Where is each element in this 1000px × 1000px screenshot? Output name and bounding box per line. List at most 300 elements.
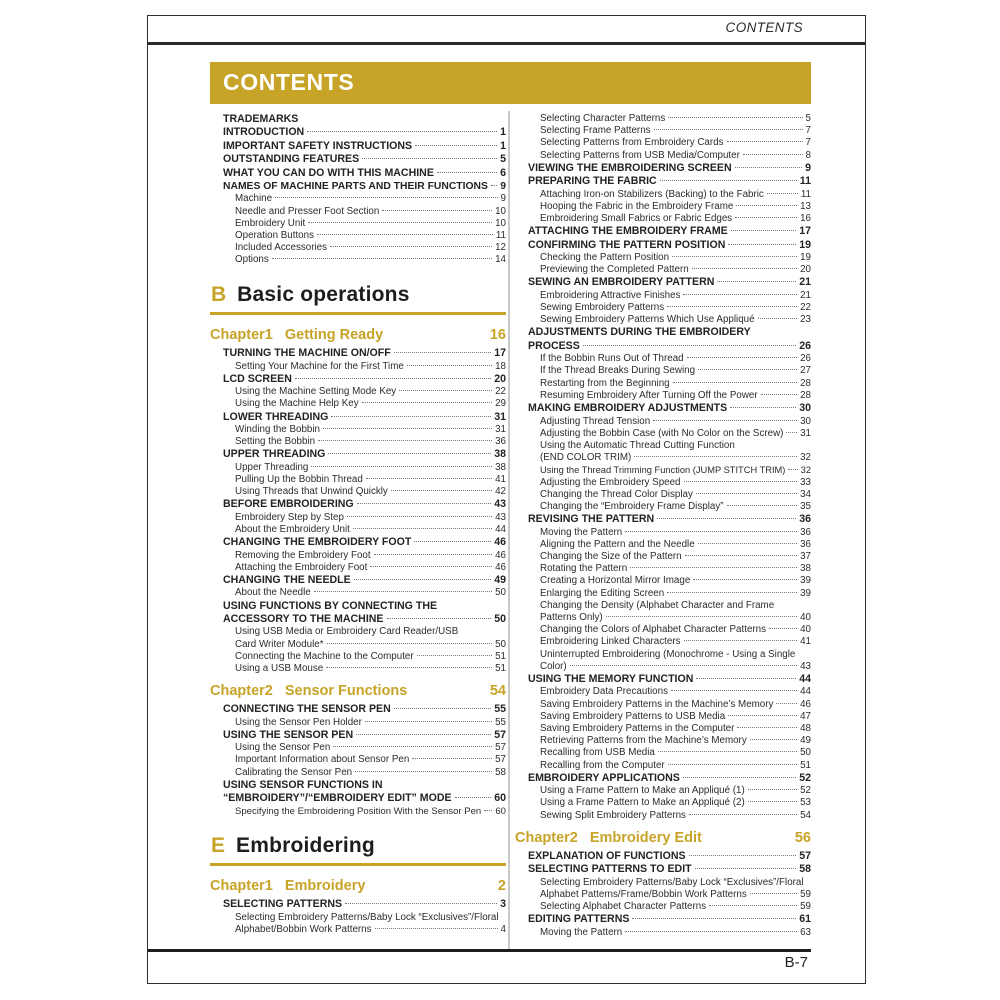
dot-leader bbox=[672, 256, 797, 257]
dot-leader bbox=[667, 592, 797, 593]
dot-leader bbox=[761, 394, 797, 395]
entry-title: Adjusting Thread Tension bbox=[540, 415, 651, 427]
entry-page: 19 bbox=[799, 238, 811, 251]
toc-entry bbox=[515, 686, 811, 698]
section-heading-row bbox=[210, 834, 506, 858]
dot-leader bbox=[728, 715, 797, 716]
dot-leader bbox=[327, 643, 493, 644]
entry-title: BEFORE EMBROIDERING bbox=[223, 498, 354, 511]
dot-leader bbox=[728, 244, 796, 245]
entry-title: IMPORTANT SAFETY INSTRUCTIONS bbox=[223, 139, 413, 152]
dot-leader bbox=[654, 129, 803, 130]
entry-title: Changing the Density (Alphabet Character and Frame bbox=[540, 599, 775, 611]
entry-title: Saving Embroidery Patterns in the Computer bbox=[540, 722, 735, 734]
column-divider bbox=[508, 111, 510, 949]
toc-line bbox=[223, 536, 506, 549]
entry-title: ATTACHING THE EMBROIDERY FRAME bbox=[528, 225, 728, 238]
entry-page: 9 bbox=[500, 193, 506, 205]
toc-entry bbox=[515, 464, 811, 476]
toc-entry bbox=[515, 264, 811, 276]
entry-title: Patterns Only) bbox=[540, 611, 603, 623]
toc-line bbox=[540, 125, 811, 137]
dot-leader bbox=[685, 555, 797, 556]
entry-page: 44 bbox=[800, 686, 811, 698]
toc-entry bbox=[515, 735, 811, 747]
entry-page: 9 bbox=[805, 161, 811, 174]
toc-line bbox=[223, 373, 506, 386]
entry-title: EXPLANATION OF FUNCTIONS bbox=[528, 849, 686, 862]
dot-leader bbox=[357, 503, 492, 504]
toc-line bbox=[540, 489, 811, 501]
toc-line bbox=[540, 612, 811, 624]
toc-line bbox=[540, 290, 811, 302]
toc-entry bbox=[210, 230, 506, 242]
dot-leader bbox=[394, 708, 491, 709]
toc-line bbox=[528, 850, 811, 863]
entry-page: 26 bbox=[800, 353, 811, 365]
toc-line bbox=[235, 242, 506, 254]
toc-line bbox=[540, 588, 811, 600]
toc-entry bbox=[210, 754, 506, 766]
toc-line bbox=[235, 361, 506, 373]
toc-line bbox=[235, 462, 506, 474]
toc-line bbox=[540, 527, 811, 539]
toc-entry bbox=[210, 562, 506, 574]
entry-title: Embroidery Data Precautions bbox=[540, 686, 668, 698]
toc-line bbox=[235, 717, 506, 729]
entry-title: Hooping the Fabric in the Embroidery Frame bbox=[540, 200, 734, 212]
entry-title: SEWING AN EMBROIDERY PATTERN bbox=[528, 276, 715, 289]
entry-page: 27 bbox=[800, 365, 811, 377]
dot-leader bbox=[758, 318, 798, 319]
toc-entry bbox=[515, 201, 811, 213]
toc-line bbox=[540, 428, 811, 440]
toc-line bbox=[540, 699, 811, 711]
toc-line bbox=[528, 162, 811, 175]
entry-page: 38 bbox=[495, 461, 506, 473]
toc-line bbox=[528, 513, 811, 526]
dot-leader bbox=[355, 771, 492, 772]
entry-title: Saving Embroidery Patterns to USB Media bbox=[540, 710, 726, 722]
toc-entry bbox=[210, 424, 506, 436]
dot-leader bbox=[689, 855, 797, 856]
toc-line bbox=[540, 563, 811, 575]
toc-line bbox=[540, 636, 811, 648]
dot-leader bbox=[748, 801, 797, 802]
dot-leader bbox=[314, 591, 492, 592]
entry-page: 17 bbox=[494, 347, 506, 360]
entry-title: Important Information about Sensor Pen bbox=[235, 754, 410, 766]
toc-entry bbox=[515, 575, 811, 587]
entry-page: 61 bbox=[799, 913, 811, 926]
entry-title: CONFIRMING THE PATTERN POSITION bbox=[528, 238, 726, 251]
toc-line bbox=[235, 924, 506, 936]
entry-title: MAKING EMBROIDERY ADJUSTMENTS bbox=[528, 402, 728, 415]
entry-title: LCD SCREEN bbox=[223, 372, 292, 385]
entry-page: 48 bbox=[800, 722, 811, 734]
toc-line bbox=[223, 792, 506, 805]
running-header: CONTENTS bbox=[725, 20, 803, 35]
entry-title: Using Threads that Unwind Quickly bbox=[235, 486, 388, 498]
entry-page: 26 bbox=[799, 339, 811, 352]
footer-rule bbox=[148, 949, 811, 952]
entry-title: Attaching the Embroidery Foot bbox=[235, 561, 368, 573]
dot-leader bbox=[362, 158, 497, 159]
dot-leader bbox=[668, 764, 797, 765]
entry-title: Machine bbox=[235, 193, 273, 205]
toc-entry bbox=[210, 218, 506, 230]
toc-line bbox=[540, 711, 811, 723]
entry-title: Calibrating the Sensor Pen bbox=[235, 766, 353, 778]
entry-page: 36 bbox=[800, 526, 811, 538]
toc-entry bbox=[515, 711, 811, 723]
toc-entry bbox=[515, 772, 811, 785]
toc-line bbox=[223, 180, 506, 193]
toc-entry bbox=[210, 912, 506, 936]
toc-entry bbox=[515, 673, 811, 686]
dot-leader bbox=[709, 905, 797, 906]
toc-line bbox=[235, 398, 506, 410]
entry-title: Changing the Colors of Alphabet Character Patterns bbox=[540, 624, 767, 636]
toc-entry bbox=[515, 785, 811, 797]
toc-line bbox=[235, 550, 506, 562]
entry-title: ACCESSORY TO THE MACHINE bbox=[223, 613, 384, 626]
dot-leader bbox=[345, 903, 497, 904]
toc-line bbox=[223, 613, 506, 626]
toc-entry bbox=[515, 863, 811, 876]
entry-title: USING THE MEMORY FUNCTION bbox=[528, 672, 694, 685]
entry-title: PREPARING THE FABRIC bbox=[528, 175, 657, 188]
entry-title: Enlarging the Editing Screen bbox=[540, 587, 665, 599]
toc-entry bbox=[210, 373, 506, 386]
entry-page: 8 bbox=[805, 149, 811, 161]
toc-line bbox=[540, 201, 811, 213]
entry-page: 10 bbox=[495, 205, 506, 217]
toc-entry bbox=[515, 125, 811, 137]
entry-page: 21 bbox=[800, 289, 811, 301]
entry-title: SELECTING PATTERNS TO EDIT bbox=[528, 863, 692, 876]
dot-leader bbox=[632, 918, 796, 919]
entry-title: Color) bbox=[540, 660, 567, 672]
entry-page: 59 bbox=[800, 888, 811, 900]
entry-title: Sewing Embroidery Patterns bbox=[540, 302, 665, 314]
entry-page: 53 bbox=[800, 797, 811, 809]
entry-page: 50 bbox=[495, 638, 506, 650]
entry-title: Setting Your Machine for the First Time bbox=[235, 360, 404, 372]
dot-leader bbox=[630, 567, 797, 568]
dot-leader bbox=[696, 493, 797, 494]
toc-line bbox=[540, 760, 811, 772]
dot-leader bbox=[687, 357, 797, 358]
toc-entry bbox=[515, 699, 811, 711]
entry-title: NAMES OF MACHINE PARTS AND THEIR FUNCTIONS bbox=[223, 181, 488, 193]
entry-page: 31 bbox=[495, 423, 506, 435]
entry-title: Included Accessories bbox=[235, 242, 328, 254]
toc-entry bbox=[515, 428, 811, 440]
toc-entry bbox=[515, 290, 811, 302]
toc-entry bbox=[515, 276, 811, 289]
entry-title: (END COLOR TRIM) bbox=[540, 452, 632, 464]
dot-leader bbox=[717, 281, 796, 282]
entry-title: Pulling Up the Bobbin Thread bbox=[235, 474, 363, 485]
entry-title: Embroidery Step by Step bbox=[235, 511, 344, 523]
chapter-page: 2 bbox=[497, 878, 506, 895]
entry-title: Alphabet/Bobbin Work Patterns bbox=[235, 924, 372, 936]
dot-leader bbox=[767, 193, 798, 194]
toc-line bbox=[540, 189, 811, 201]
toc-line bbox=[540, 137, 811, 149]
toc-line bbox=[540, 927, 811, 939]
entry-title: Selecting Embroidery Patterns/Baby Lock “Exclusives”/Floral bbox=[540, 876, 804, 888]
entry-title: Changing the Thread Color Display bbox=[540, 488, 693, 500]
toc-entry bbox=[210, 512, 506, 524]
chapter-title: Sensor Functions bbox=[284, 683, 408, 700]
toc-entry bbox=[210, 498, 506, 511]
dot-leader bbox=[356, 734, 491, 735]
toc-line bbox=[528, 913, 811, 926]
chapter-heading bbox=[210, 878, 506, 894]
entry-title: EDITING PATTERNS bbox=[528, 913, 630, 926]
chapter-title: Getting Ready bbox=[284, 327, 384, 344]
toc-entry bbox=[210, 113, 506, 126]
dot-leader bbox=[414, 541, 491, 542]
entry-page: 33 bbox=[800, 476, 811, 488]
toc-line bbox=[540, 901, 811, 913]
entry-page: 60 bbox=[494, 792, 506, 805]
dot-leader bbox=[484, 810, 492, 811]
toc-entry bbox=[515, 113, 811, 125]
section-title: Basic operations bbox=[237, 282, 410, 306]
toc-entry bbox=[210, 767, 506, 779]
entry-page: 57 bbox=[799, 849, 811, 862]
toc-column-right bbox=[515, 113, 811, 939]
toc-entry bbox=[515, 365, 811, 377]
toc-entry bbox=[210, 486, 506, 498]
dot-leader bbox=[328, 453, 491, 454]
entry-page: 52 bbox=[799, 771, 811, 784]
entry-page: 49 bbox=[800, 735, 811, 747]
entry-title: OUTSTANDING FEATURES bbox=[223, 153, 360, 166]
toc-line bbox=[528, 225, 811, 238]
toc-line bbox=[540, 723, 811, 735]
chapter-text bbox=[515, 830, 702, 846]
toc-entry bbox=[210, 742, 506, 754]
toc-line bbox=[235, 424, 506, 436]
entry-page: 9 bbox=[500, 181, 506, 193]
entry-page: 46 bbox=[800, 698, 811, 710]
entry-page: 32 bbox=[800, 465, 811, 476]
dot-leader bbox=[311, 466, 492, 467]
dot-leader bbox=[437, 172, 497, 173]
section-heading-row bbox=[210, 283, 506, 307]
entry-title: Embroidery Unit bbox=[235, 217, 306, 229]
toc-entry bbox=[515, 477, 811, 489]
toc-entry bbox=[515, 501, 811, 513]
dot-leader bbox=[407, 365, 492, 366]
dot-leader bbox=[748, 789, 797, 790]
toc-line bbox=[235, 386, 506, 398]
toc-entry bbox=[515, 551, 811, 563]
entry-title: Attaching Iron-on Stabilizers (Backing) to the Fabric bbox=[540, 188, 764, 200]
toc-entry bbox=[210, 386, 506, 398]
toc-entry bbox=[210, 626, 506, 650]
chapter-heading bbox=[515, 830, 811, 846]
dot-leader bbox=[731, 230, 796, 231]
toc-entry bbox=[515, 760, 811, 772]
entry-title: Removing the Embroidery Foot bbox=[235, 549, 371, 561]
entry-title: LOWER THREADING bbox=[223, 410, 329, 423]
entry-page: 51 bbox=[495, 650, 506, 662]
dot-leader bbox=[326, 667, 492, 668]
dot-leader bbox=[776, 703, 797, 704]
toc-entry bbox=[210, 126, 506, 139]
manual-page bbox=[147, 15, 866, 984]
toc-line bbox=[540, 501, 811, 513]
toc-line bbox=[540, 264, 811, 276]
dot-leader bbox=[727, 141, 803, 142]
toc-line bbox=[528, 239, 811, 252]
dot-leader bbox=[417, 655, 492, 656]
entry-page: 39 bbox=[800, 587, 811, 599]
chapter-title: Embroidery Edit bbox=[589, 829, 702, 846]
toc-entry bbox=[515, 527, 811, 539]
entry-page: 6 bbox=[500, 166, 506, 179]
toc-entry bbox=[210, 550, 506, 562]
dot-leader bbox=[374, 554, 493, 555]
entry-title: Using the Sensor Pen bbox=[235, 742, 331, 754]
toc-line bbox=[223, 140, 506, 153]
dot-leader bbox=[668, 117, 802, 118]
toc-line bbox=[528, 673, 811, 686]
dot-leader bbox=[735, 167, 802, 168]
entry-title: About the Embroidery Unit bbox=[235, 524, 350, 536]
toc-entry bbox=[515, 649, 811, 673]
dot-leader bbox=[370, 566, 492, 567]
toc-line bbox=[540, 624, 811, 636]
entry-page: 5 bbox=[805, 113, 811, 124]
dot-leader bbox=[695, 868, 797, 869]
entry-title: Saving Embroidery Patterns in the Machine’s Memory bbox=[540, 698, 774, 710]
dot-leader bbox=[307, 131, 497, 132]
entry-title: Upper Threading bbox=[235, 461, 309, 473]
toc-entry bbox=[515, 175, 811, 188]
chapter-label: Chapter2 bbox=[210, 683, 273, 700]
toc-line bbox=[528, 863, 811, 876]
dot-leader bbox=[743, 154, 803, 155]
entry-page: 46 bbox=[495, 561, 506, 573]
entry-page: 4 bbox=[500, 924, 506, 936]
entry-title: Operation Buttons bbox=[235, 230, 314, 242]
entry-page: 46 bbox=[494, 536, 506, 549]
dot-leader bbox=[330, 246, 492, 247]
entry-page: 32 bbox=[800, 452, 811, 464]
toc-entry bbox=[210, 180, 506, 193]
entry-title: Specifying the Embroidering Position With the Sensor Pen bbox=[235, 805, 482, 817]
toc-line bbox=[540, 314, 811, 326]
dot-leader bbox=[634, 456, 797, 457]
toc-entry bbox=[515, 225, 811, 238]
entry-title: Using the Automatic Thread Cutting Function bbox=[540, 439, 735, 451]
dot-leader bbox=[353, 528, 492, 529]
toc-line bbox=[223, 347, 506, 360]
toc-line bbox=[528, 175, 811, 188]
entry-title: CHANGING THE EMBROIDERY FOOT bbox=[223, 536, 412, 549]
dot-leader bbox=[412, 758, 492, 759]
dot-leader bbox=[317, 234, 493, 235]
entry-page: 36 bbox=[799, 513, 811, 526]
toc-entry bbox=[515, 624, 811, 636]
dot-leader bbox=[683, 294, 797, 295]
entry-page: 54 bbox=[800, 809, 811, 821]
entry-title: Embroidering Linked Characters bbox=[540, 636, 681, 648]
toc-line bbox=[540, 302, 811, 314]
dot-leader bbox=[673, 382, 797, 383]
entry-page: 30 bbox=[800, 415, 811, 427]
chapter-text bbox=[210, 683, 407, 699]
dot-leader bbox=[683, 777, 796, 778]
entry-page: 37 bbox=[800, 550, 811, 562]
entry-page: 59 bbox=[800, 901, 811, 913]
toc-line bbox=[540, 365, 811, 377]
toc-line bbox=[540, 477, 811, 489]
entry-page: 11 bbox=[799, 175, 811, 188]
entry-title: Card Writer Module* bbox=[235, 638, 324, 650]
chapter-heading bbox=[210, 683, 506, 699]
toc-line bbox=[235, 486, 506, 498]
toc-line bbox=[223, 574, 506, 587]
entry-page: 51 bbox=[800, 759, 811, 771]
toc-line bbox=[235, 524, 506, 536]
entry-page: 41 bbox=[495, 474, 506, 485]
entry-title: Moving the Pattern bbox=[540, 526, 623, 538]
entry-page: 29 bbox=[495, 398, 506, 410]
entry-title: Resuming Embroidery After Turning Off the Power bbox=[540, 389, 758, 401]
entry-title: UPPER THREADING bbox=[223, 448, 326, 461]
toc-line bbox=[540, 810, 811, 822]
chapter-label: Chapter1 bbox=[210, 878, 273, 895]
dot-leader bbox=[308, 222, 492, 223]
entry-title: If the Bobbin Runs Out of Thread bbox=[540, 353, 684, 365]
entry-title: Adjusting the Embroidery Speed bbox=[540, 476, 681, 488]
dot-leader bbox=[295, 378, 491, 379]
toc-line bbox=[223, 126, 506, 139]
entry-page: 20 bbox=[494, 372, 506, 385]
entry-title: Using the Machine Help Key bbox=[235, 398, 359, 410]
dot-leader bbox=[399, 390, 492, 391]
toc-entry bbox=[515, 416, 811, 428]
entry-page: 40 bbox=[800, 624, 811, 636]
toc-line bbox=[235, 193, 506, 205]
toc-entry bbox=[210, 703, 506, 716]
toc-line bbox=[540, 661, 811, 673]
entry-title: Using a Frame Pattern to Make an Appliqué (2) bbox=[540, 797, 745, 809]
entry-page: 16 bbox=[800, 213, 811, 225]
entry-title: SELECTING PATTERNS bbox=[223, 898, 343, 911]
entry-page: 46 bbox=[495, 549, 506, 561]
toc-entry bbox=[210, 361, 506, 373]
entry-page: 20 bbox=[800, 264, 811, 276]
toc-line bbox=[235, 806, 506, 818]
toc-entry bbox=[210, 717, 506, 729]
toc-line bbox=[235, 474, 506, 486]
toc-entry bbox=[210, 242, 506, 254]
toc-line bbox=[223, 703, 506, 716]
toc-line bbox=[223, 113, 506, 126]
toc-entry bbox=[515, 252, 811, 264]
entry-title: CONNECTING THE SENSOR PEN bbox=[223, 703, 391, 716]
toc-line bbox=[528, 772, 811, 785]
entry-title: Checking the Pattern Position bbox=[540, 252, 670, 264]
